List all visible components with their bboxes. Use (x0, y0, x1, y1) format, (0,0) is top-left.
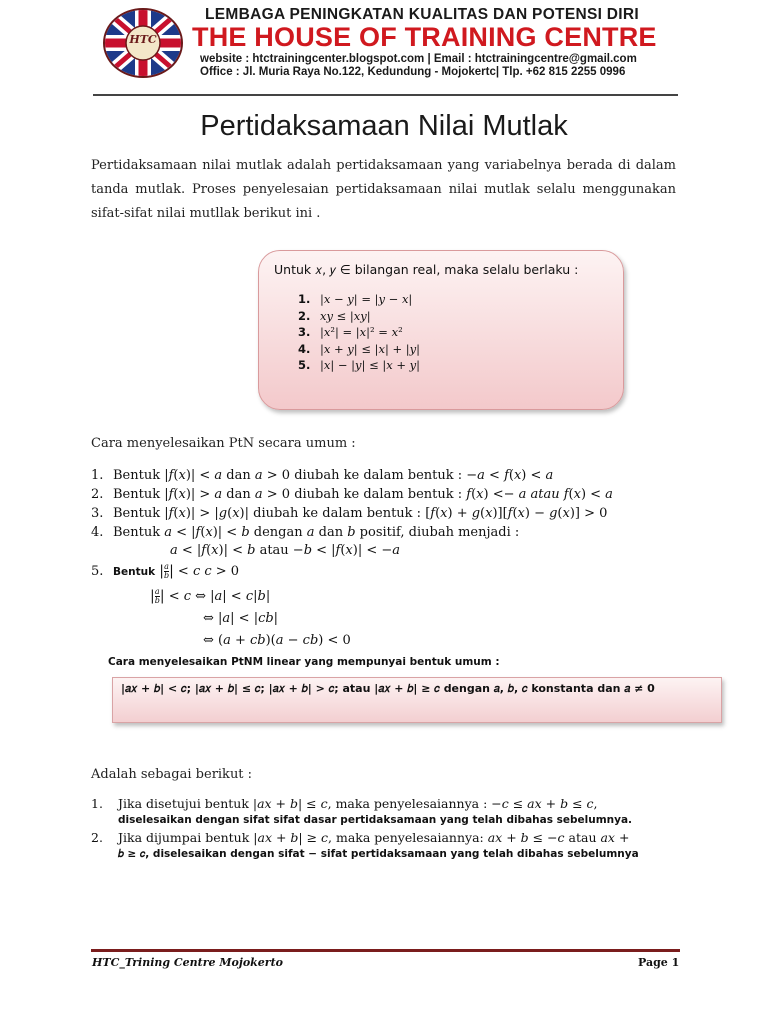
follow-item-cont: diselesaikan dengan sifat sifat dasar pertidaksamaan yang telah dibahas sebelumnya. (118, 814, 633, 826)
office-line: Office : Jl. Muria Raya No.122, Kedundung - Mojokertc| Tlp. +62 815 2255 0996 (200, 66, 626, 78)
intro-paragraph: Pertidaksamaan nilai mutlak adalah pertidaksamaan yang variabelnya berada di dalam tanda mutlak. Proses penyelesaian pertidaksamaan nilai mutlak selalu menggunakan sifat-sifat nilai mutllak berikut ini . (91, 158, 676, 221)
follow-item: 1. Jika disetujui bentuk |𝑎𝑥 + 𝑏| ≤ 𝑐, maka penyelesaiannya : −𝑐 ≤ 𝑎𝑥 + 𝑏 ≤ 𝑐, (91, 796, 598, 811)
follow-item-cont: 𝑏 ≥ 𝑐, diselesaikan dengan sifat − sifat pertidaksamaan yang telah dibahas sebelumnya (118, 848, 639, 860)
step5-line3: ⇔ (𝑎 + 𝑐𝑏)(𝑎 − 𝑐𝑏) < 0 (203, 633, 351, 648)
property-item: 1. |𝑥 − 𝑦| = |𝑦 − 𝑥| (298, 292, 413, 306)
follow-heading: Adalah sebagai berikut : (91, 767, 253, 782)
step-item: 1. Bentuk |𝑓(𝑥)| < 𝑎 dan 𝑎 > 0 diubah ke dalam bentuk : −𝑎 < 𝑓(𝑥) < 𝑎 (91, 468, 554, 483)
footer-divider (91, 949, 680, 952)
page-number: Page 1 (638, 956, 680, 969)
page-title: Pertidaksamaan Nilai Mutlak (200, 110, 568, 142)
step5-line1: $|\frac{\text{𝑎}}{\text{𝑏}}|$ < 𝑐 ⇔ |𝑎| < 𝑐|𝑏| (150, 587, 271, 605)
header-divider (93, 94, 678, 96)
linear-form-text: |𝑎𝑥 + 𝑏| < 𝑐; |𝑎𝑥 + 𝑏| ≤ 𝑐; |𝑎𝑥 + 𝑏| > 𝑐; atau |𝑎𝑥 + 𝑏| ≥ 𝑐 dengan 𝑎, 𝑏, 𝑐 konstanta dan 𝑎 ≠ 0 (121, 682, 655, 695)
method-heading: Cara menyelesaikan PtN secara umum : (91, 436, 356, 451)
properties-heading: Untuk 𝑥, 𝑦 ∈ bilangan real, maka selalu berlaku : (274, 262, 579, 277)
logo-text: HTC (129, 33, 157, 46)
step-item: 5. Bentuk $|\frac{\text{𝑎}}{\text{𝑏}}|$ < 𝑐 𝑐 > 0 (91, 562, 240, 580)
property-item: 4. |𝑥 + 𝑦| ≤ |𝑥| + |𝑦| (298, 342, 421, 356)
step5-line2: ⇔ |𝑎| < |𝑐𝑏| (203, 611, 279, 626)
org-line: LEMBAGA PENINGKATAN KUALITAS DAN POTENSI DIRI (205, 6, 640, 23)
step-item: 3. Bentuk |𝑓(𝑥)| > |𝑔(𝑥)| diubah ke dalam bentuk : [𝑓(𝑥) + 𝑔(𝑥)][𝑓(𝑥) − 𝑔(𝑥)] > 0 (91, 506, 608, 521)
step-item: 4. Bentuk 𝑎 < |𝑓(𝑥)| < 𝑏 dengan 𝑎 dan 𝑏 positif, diubah menjadi : (91, 525, 520, 540)
org-name: THE HOUSE OF TRAINING CENTRE (192, 22, 657, 52)
property-item: 3. |𝑥²| = |𝑥|² = 𝑥² (298, 325, 403, 339)
footer-left: HTC_Trining Centre Mojokerto (92, 956, 284, 969)
step4-detail: 𝑎 < |𝑓(𝑥)| < 𝑏 atau −𝑏 < |𝑓(𝑥)| < −𝑎 (170, 543, 401, 558)
step-item: 2. Bentuk |𝑓(𝑥)| > 𝑎 dan 𝑎 > 0 diubah ke dalam bentuk : 𝑓(𝑥) <− 𝑎 𝑎𝑡𝑎𝑢 𝑓(𝑥) < 𝑎 (91, 487, 613, 502)
property-item: 5. |𝑥| − |𝑦| ≤ |𝑥 + 𝑦| (298, 358, 421, 372)
property-item: 2. 𝑥𝑦 ≤ |𝑥𝑦| (298, 309, 371, 323)
contact-line: website : htctrainingcenter.blogspot.com | Email : htctrainingcentre@gmail.com (200, 53, 637, 65)
linear-heading: Cara menyelesaikan PtNM linear yang mempunyai bentuk umum : (108, 656, 500, 668)
follow-item: 2. Jika dijumpai bentuk |𝑎𝑥 + 𝑏| ≥ 𝑐, maka penyelesaiannya: 𝑎𝑥 + 𝑏 ≤ −𝑐 atau 𝑎𝑥 + (91, 830, 630, 845)
